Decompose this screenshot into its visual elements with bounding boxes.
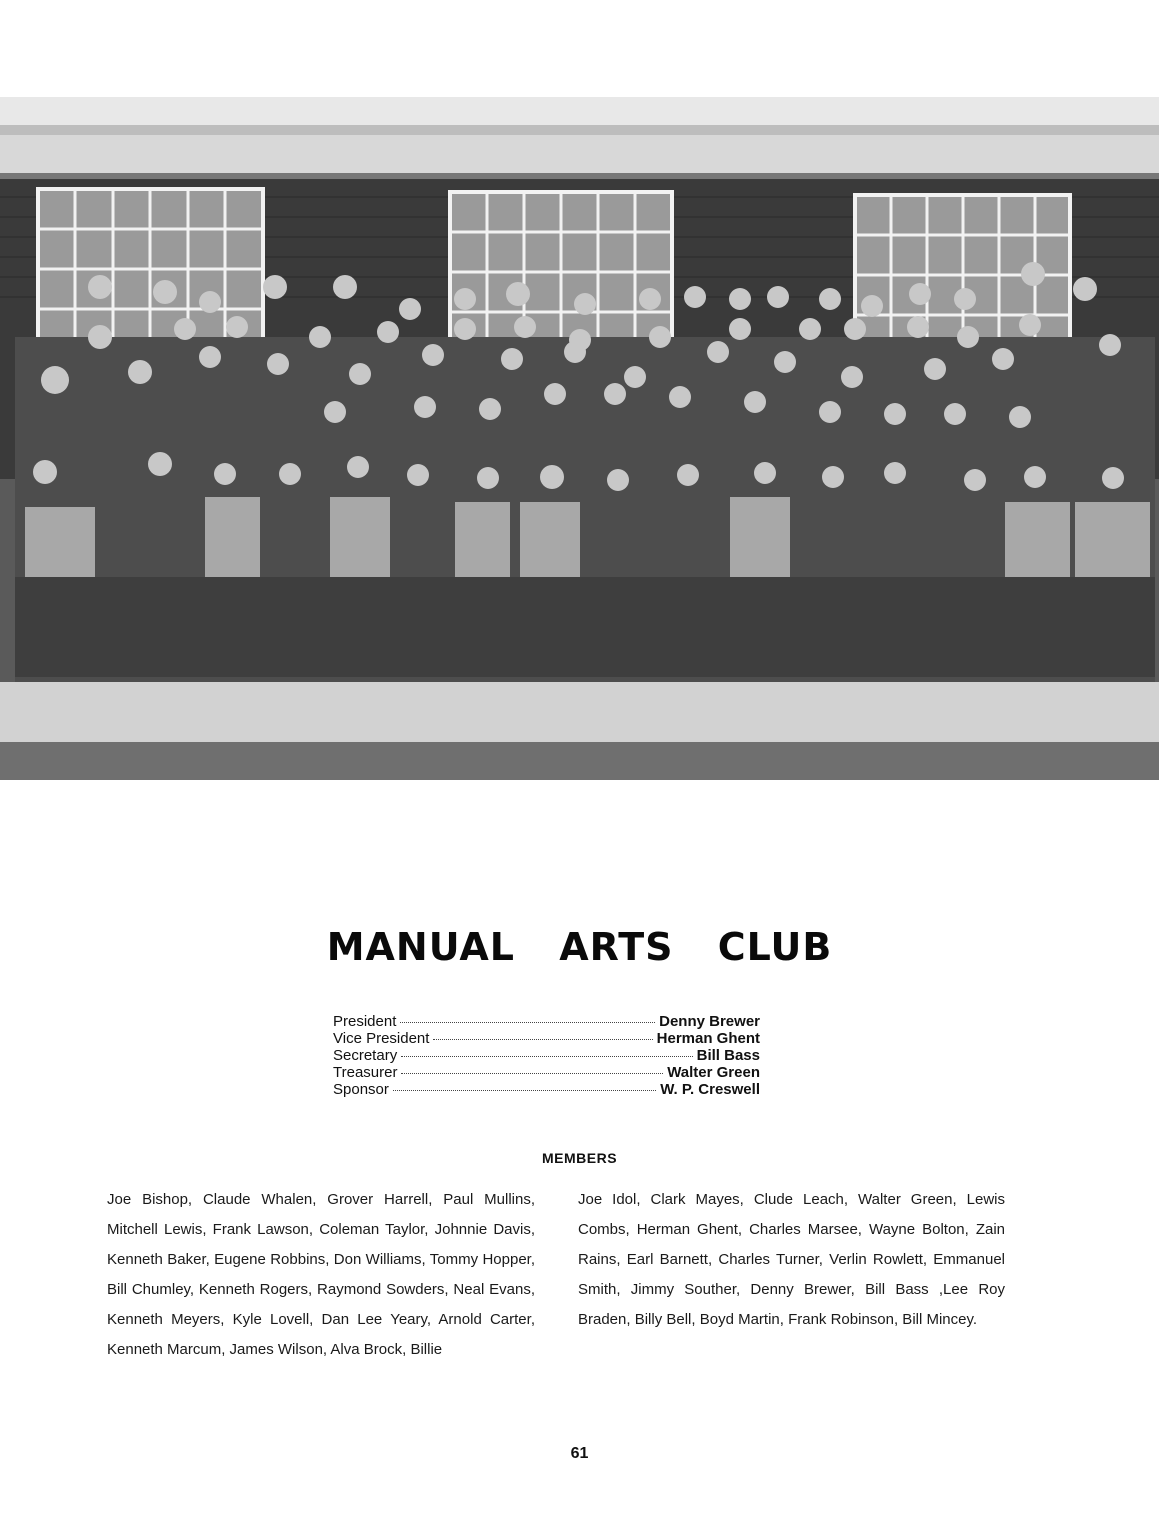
leader-dots bbox=[401, 1056, 692, 1057]
members-heading: MEMBERS bbox=[541, 1150, 618, 1166]
officer-role: Vice President bbox=[333, 1030, 430, 1047]
officer-role: Treasurer bbox=[333, 1064, 398, 1081]
officer-row-secretary bbox=[333, 1047, 760, 1064]
officer-row-president bbox=[333, 1013, 760, 1030]
leader-dots bbox=[433, 1039, 652, 1040]
officer-row-treasurer bbox=[333, 1064, 760, 1081]
club-group-photo bbox=[0, 97, 1159, 780]
officer-name: Walter Green bbox=[667, 1064, 760, 1081]
officer-role: Sponsor bbox=[333, 1081, 389, 1098]
members-list-left: Joe Bishop, Claude Whalen, Grover Harrell, Paul Mullins, Mitchell Lewis, Frank Lawson, Coleman Taylor, Johnnie Davis, Kenneth Baker, Eugene Robbins, Don Williams, Tommy Hopper, Bill Chumley, Kenneth Rogers, Raymond Sowders, Neal Evans, Kenneth Meyers, Kyle Lovell, Dan Lee Yeary, Arnold Carter, Kenneth Marcum, James Wilson, Alva Brock, Billie bbox=[107, 1191, 535, 1358]
officer-name: Bill Bass bbox=[696, 1047, 760, 1064]
club-title: MANUAL ARTS CLUB bbox=[326, 925, 833, 969]
officer-row-vice-president bbox=[333, 1030, 760, 1047]
officer-name: W. P. Creswell bbox=[660, 1081, 760, 1098]
leader-dots bbox=[393, 1090, 656, 1091]
officer-name: Denny Brewer bbox=[659, 1013, 760, 1030]
members-list-right: Joe Idol, Clark Mayes, Clude Leach, Walter Green, Lewis Combs, Herman Ghent, Charles Marsee, Wayne Bolton, Zain Rains, Earl Barnett, Charles Turner, Verlin Rowlett, Emmanuel Smith, Jimmy Souther, Denny Brewer, Bill Bass ,Lee Roy Braden, Billy Bell, Boyd Martin, Frank Robinson, Bill Mincey. bbox=[578, 1191, 1005, 1328]
officer-role: President bbox=[333, 1013, 397, 1030]
leader-dots bbox=[400, 1022, 655, 1023]
officer-name: Herman Ghent bbox=[656, 1030, 760, 1047]
officers-list bbox=[333, 1013, 760, 1098]
officer-role: Secretary bbox=[333, 1047, 398, 1064]
page-number: 61 bbox=[570, 1445, 589, 1462]
leader-dots bbox=[401, 1073, 663, 1074]
officer-row-sponsor bbox=[333, 1081, 760, 1098]
